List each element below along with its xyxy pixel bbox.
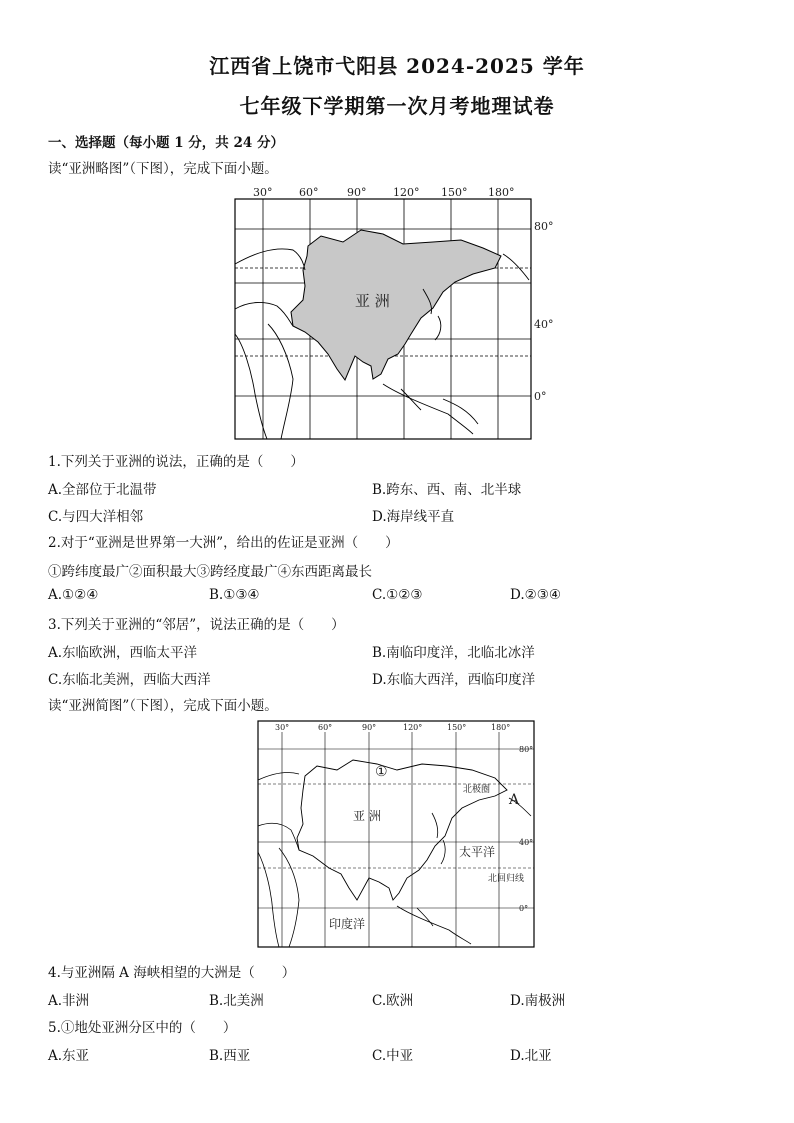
asia-sketch-map (233, 184, 558, 442)
lon-label: 150° (447, 723, 467, 732)
q5-option-a[interactable]: A.东亚 (48, 1048, 90, 1064)
arctic-circle-label: 北极圈 (463, 785, 491, 795)
continent-label: 亚 洲 (353, 809, 381, 823)
lon-label: 30° (253, 186, 273, 199)
coastlines (258, 772, 534, 947)
asia-simple-map (257, 718, 539, 950)
lat-label: 80° (534, 220, 554, 233)
q1-option-d[interactable]: D.海岸线平直 (372, 509, 455, 525)
lon-label: 60° (299, 186, 319, 199)
question-4-stem: 4.与亚洲隔 A 海峡相望的大洲是（ ） (48, 965, 296, 981)
question-1-stem: 1.下列关于亚洲的说法，正确的是（ ） (48, 454, 304, 470)
q2-option-a[interactable]: A.①②④ (48, 587, 99, 603)
question-2-stem: 2.对于“亚洲是世界第一大洲”，给出的佐证是亚洲（ ） (48, 535, 399, 551)
lat-label: 0° (519, 904, 529, 913)
lat-label: 80° (519, 745, 534, 754)
q2-option-c[interactable]: C.①②③ (372, 587, 423, 603)
lon-label: 120° (403, 723, 423, 732)
q1-option-a[interactable]: A.全部位于北温带 (48, 482, 157, 498)
title-line-2: 七年级下学期第一次月考地理试卷 (239, 94, 555, 118)
q4-option-b[interactable]: B.北美洲 (209, 993, 264, 1009)
region-marker-1: ① (375, 764, 388, 780)
title-line-1: 江西省上饶市弋阳县 2024-2025 学年 (209, 54, 585, 78)
pacific-label: 太平洋 (459, 845, 496, 859)
q3-option-c[interactable]: C.东临北美洲，西临大西洋 (48, 672, 211, 688)
lon-label: 60° (318, 723, 333, 732)
map-frame (258, 721, 534, 947)
indian-ocean-label: 印度洋 (329, 917, 366, 931)
q5-option-b[interactable]: B.西亚 (209, 1048, 251, 1064)
parallels (258, 749, 534, 908)
lat-label: 40° (519, 838, 534, 847)
lon-label: 180° (491, 723, 511, 732)
q5-option-c[interactable]: C.中亚 (372, 1048, 414, 1064)
q1-option-b[interactable]: B.跨东、西、南、北半球 (372, 482, 522, 498)
meridians (282, 732, 499, 947)
lon-label: 120° (393, 186, 420, 199)
asia-shape (291, 230, 501, 380)
question-2-statements: ①跨纬度最广②面积最大③跨经度最广④东西距离最长 (48, 564, 372, 580)
lat-label: 0° (534, 390, 547, 403)
q3-option-d[interactable]: D.东临大西洋，西临印度洋 (372, 672, 536, 688)
question-5-stem: 5.①地处亚洲分区中的（ ） (48, 1020, 237, 1036)
section-heading: 一、选择题（每小题 1 分，共 24 分） (48, 135, 284, 151)
lon-label: 90° (362, 723, 377, 732)
strait-a-label: A (509, 792, 520, 808)
q3-option-a[interactable]: A.东临欧洲，西临太平洋 (48, 645, 198, 661)
q3-option-b[interactable]: B.南临印度洋，北临北冰洋 (372, 645, 535, 661)
q2-option-b[interactable]: B.①③④ (209, 587, 260, 603)
intro-map1: 读“亚洲略图”（下图），完成下面小题。 (48, 161, 278, 177)
question-3-stem: 3.下列关于亚洲的“邻居”，说法正确的是（ ） (48, 617, 345, 633)
lat-label: 40° (534, 318, 554, 331)
q5-option-d[interactable]: D.北亚 (510, 1048, 552, 1064)
lon-label: 150° (441, 186, 468, 199)
lon-label: 30° (275, 723, 290, 732)
q1-option-c[interactable]: C.与四大洋相邻 (48, 509, 144, 525)
q4-option-d[interactable]: D.南极洲 (510, 993, 566, 1009)
intro-map2: 读“亚洲简图”（下图），完成下面小题。 (48, 698, 278, 714)
q4-option-a[interactable]: A.非洲 (48, 993, 90, 1009)
lon-label: 180° (488, 186, 515, 199)
tropic-label: 北回归线 (488, 874, 525, 884)
q4-option-c[interactable]: C.欧洲 (372, 993, 414, 1009)
continent-label: 亚 洲 (355, 292, 390, 310)
asia-outline (297, 760, 507, 900)
q2-option-d[interactable]: D.②③④ (510, 587, 561, 603)
lon-label: 90° (347, 186, 367, 199)
